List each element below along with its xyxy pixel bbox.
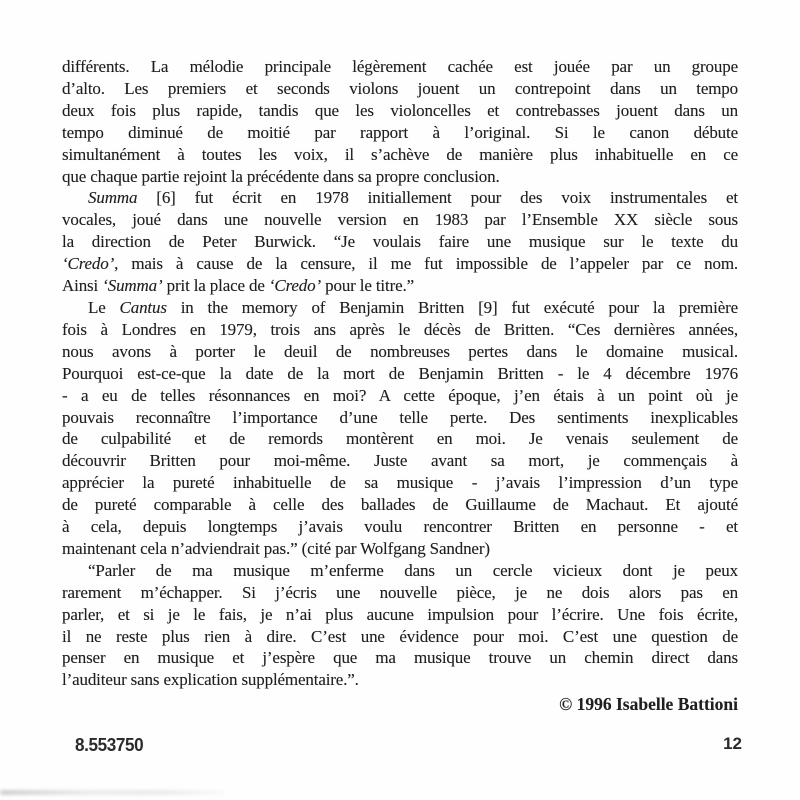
text-line: pouvais reconnaître l’importance d’une telle perte. Des sentiments inexplicables (62, 407, 738, 427)
page-number: 12 (723, 734, 742, 753)
copyright-credit: © 1996 Isabelle Battioni (559, 694, 738, 714)
text-line: il ne reste plus rien à dire. C’est une évidence pour moi. C’est une question de (62, 626, 738, 646)
paragraph (62, 560, 738, 691)
text-line: ‘Credo’, mais à cause de la censure, il me fut impossible de l’appeler par ce nom. (62, 254, 738, 274)
text-line: différents. La mélodie principale légèrement cachée est jouée par un groupe (62, 57, 738, 76)
text-line: vocales, joué dans une nouvelle version en 1983 par l’Ensemble XX siècle sous (62, 210, 738, 230)
text-line: tempo diminué de moitié par rapport à l’original. Si le canon débute (62, 122, 738, 142)
text-line: deux fois plus rapide, tandis que les violoncelles et contrebasses jouent dans un (62, 100, 738, 120)
text-line: à cela, depuis longtemps j’avais voulu rencontrer Britten en personne - et (62, 517, 738, 537)
text-line: parler, et si je le fais, je n’ai plus aucune impulsion pour l’écrire. Une fois écrite, (62, 604, 738, 624)
text-line: découvrir Britten pour moi-même. Juste avant sa mort, je commençais à (62, 451, 738, 471)
text-line: apprécier la pureté inhabituelle de sa musique - j’avais l’impression d’un type (62, 473, 738, 493)
text-line: de culpabilité et de remords montèrent en moi. Je venais seulement de (62, 429, 738, 449)
text-line: de pureté comparable à celle des ballades de Guillaume de Machaut. Et ajouté (62, 495, 738, 515)
text-line: maintenant cela n’adviendrait pas.” (cité par Wolfgang Sandner) (62, 538, 490, 558)
paragraph (62, 56, 738, 187)
text-line: simultanément à toutes les voix, il s’achève de manière plus inhabituelle en ce (62, 144, 738, 164)
text-line: d’alto. Les premiers et seconds violons jouent un contrepoint dans un tempo (62, 78, 738, 98)
text-line: rarement m’échapper. Si j’écris une nouvelle pièce, je ne dois alors pas en (62, 582, 738, 602)
text-line: - a eu de telles résonnances en moi? A cette époque, j’en étais à un point où je (62, 385, 738, 405)
text-line: Ainsi ‘Summa’ prit la place de ‘Credo’ pour le titre.” (62, 276, 414, 296)
liner-notes-text (62, 56, 738, 691)
text-line: Pourquoi est-ce-que la date de la mort de Benjamin Britten - le 4 décembre 1976 (62, 363, 738, 383)
text-line: penser en musique et j’espère que ma musique trouve un chemin direct dans (62, 648, 738, 668)
text-line: fois à Londres en 1979, trois ans après le décès de Britten. “Ces dernières années, (62, 319, 738, 339)
text-line: l’auditeur sans explication supplémentaire.”. (62, 670, 359, 690)
text-line: Le Cantus in the memory of Benjamin Britten [9] fut exécuté pour la première (88, 297, 738, 317)
text-line: Summa [6] fut écrit en 1978 initiallement pour des voix instrumentales et (88, 188, 738, 208)
paragraph (62, 297, 738, 560)
text-line: “Parler de ma musique m’enferme dans un cercle vicieux dont je peux (88, 560, 738, 580)
text-line: que chaque partie rejoint la précédente dans sa propre conclusion. (62, 166, 500, 186)
text-line: la direction de Peter Burwick. “Je voulais faire une musique sur le texte du (62, 232, 738, 252)
text-line: nous avons à porter le deuil de nombreuses pertes dans le domaine musical. (62, 341, 738, 361)
paragraph (62, 187, 738, 297)
catalog-number: 8.553750 (75, 735, 144, 755)
scan-artifact (0, 790, 225, 795)
